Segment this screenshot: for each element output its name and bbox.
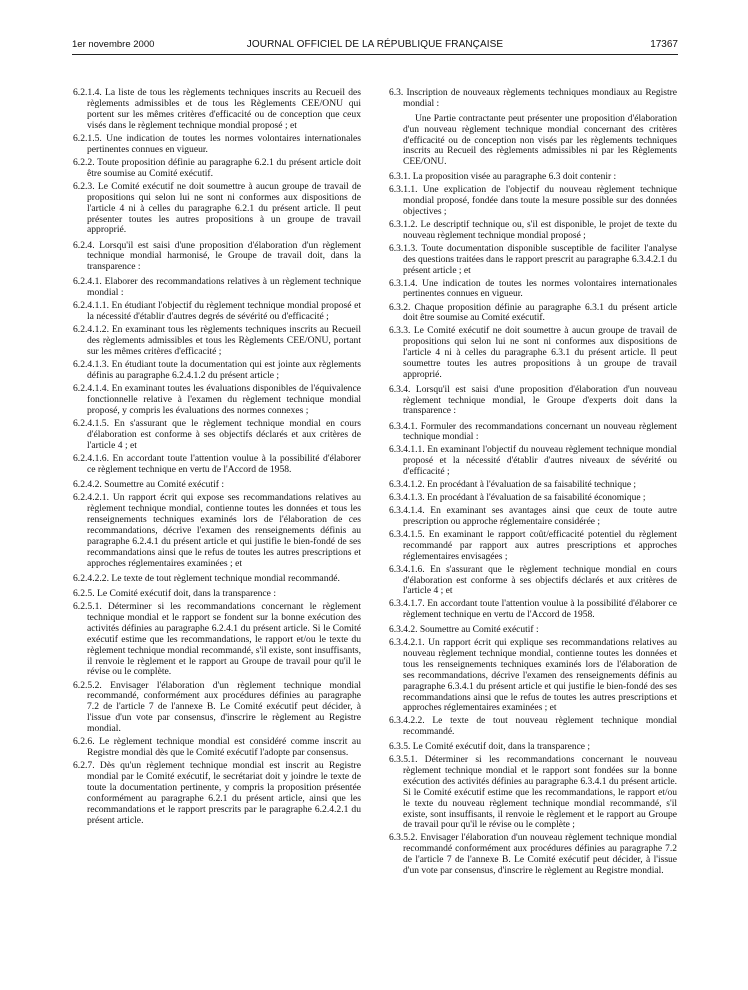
right-column	[389, 88, 677, 983]
paragraph-6-3-1-3: 6.3.1.3. Toute documentation disponible susceptible de faciliter l'analyse des questions traitées dans le rapport prescrit au paragraphe 6.3.4.2.1 du présent article ; et	[389, 243, 677, 276]
paragraph-6-2-4-1-2: 6.2.4.1.2. En examinant tous les règlements techniques inscrits au Recueil des règlements admissibles et tous les Règlements CEE/ONU, portant sur les mêmes critères d'efficacité ;	[73, 324, 361, 358]
paragraph-6-2-4-2-2: 6.2.4.2.2. Le texte de tout règlement technique mondial recommandé.	[73, 572, 340, 584]
paragraph-6-2-4-1-4: 6.2.4.1.4. En examinant toutes les évaluations disponibles de l'équivalence fonctionnelle relative à l'examen du règlement technique mondial proposé, y compris les évaluations des normes connexes ;	[73, 383, 361, 417]
paragraph-6-2-5: 6.2.5. Le Comité exécutif doit, dans la transparence :	[73, 587, 277, 599]
journal-title: JOURNAL OFFICIEL DE LA RÉPUBLIQUE FRANÇAISE	[246, 39, 504, 50]
paragraph-6-3-intro: Une Partie contractante peut présenter une proposition d'élaboration d'un nouveau règlement technique mondial concernant des critères d'efficacité ou de conception non visés par les règlements techniques inscrits au Recueil des règlements admissibles ni par les Règlements CEE/ONU.	[403, 113, 677, 168]
paragraph-6-3-5-1: 6.3.5.1. Déterminer si les recommandations concernant le nouveau règlement technique mondial et le rapport sont fondées sur la bonne exécution des activités définies au paragraphe 6.3.4.1 du présent article. Si le Comité exécutif estime que les recommandations, le rapport et/ou le texte du nouveau règlement technique mondial recommandé, s'il existe, sont insuffisants, il renvoie le règlement et le rapport au Groupe de travail pour qu'il le révise ou le complète ;	[389, 755, 677, 831]
paragraph-6-2-2: 6.2.2. Toute proposition définie au paragraphe 6.2.1 du présent article doit être soumise au Comité exécutif.	[73, 156, 361, 179]
paragraph-6-2-4-2-1: 6.2.4.2.1. Un rapport écrit qui expose ses recommandations relatives au règlement technique mondial, contienne toutes les données et tous les renseignements techniques examinés lors de l'élaboration de ces recommandations, décrive l'examen des renseignements définis au paragraphe 6.2.4.1 du présent article et qui justifie le bien-fondé de ses recommandations ainsi que le refus de toutes les autres prescriptions et approches réglementaires examinées ; et	[73, 492, 361, 569]
paragraph-6-3-4-1: 6.3.4.1. Formuler des recommandations concernant un nouveau règlement technique mondial :	[389, 421, 677, 443]
paragraph-6-2-4: 6.2.4. Lorsqu'il est saisi d'une proposition d'élaboration d'un règlement technique mondial harmonisé, le Groupe de travail doit, dans la transparence :	[73, 239, 361, 273]
paragraph-6-3-4-1-1: 6.3.4.1.1. En examinant l'objectif du nouveau règlement technique mondial proposé et la nécessité d'établir d'autres niveaux de sévérité ou d'efficacité ;	[389, 445, 677, 478]
paragraph-6-2-4-2: 6.2.4.2. Soumettre au Comité exécutif :	[73, 479, 225, 491]
paragraph-6-2-5-1: 6.2.5.1. Déterminer si les recommandations concernant le règlement technique mondial et le rapport se fondent sur la bonne exécution des activités définies au paragraphe 6.2.4.1 du présent article. Si le Comité exécutif estime que les recommandations, le rapport et/ou le texte du règlement technique mondial recommandé, s'il existe, sont insuffisants, il renvoie le règlement et le rapport au Groupe de travail pour qu'il le révise ou le complète.	[73, 600, 361, 678]
page-number: 17367	[650, 39, 678, 50]
issue-date: 1er novembre 2000	[72, 39, 155, 50]
page-header	[72, 38, 678, 52]
paragraph-6-3-1-2: 6.3.1.2. Le descriptif technique ou, s'il est disponible, le projet de texte du nouveau règlement technique mondial proposé ;	[389, 220, 677, 241]
paragraph-6-3-4-1-3: 6.3.4.1.3. En procédant à l'évaluation de sa faisabilité économique ;	[389, 493, 646, 504]
paragraph-6-2-4-1-6: 6.2.4.1.6. En accordant toute l'attention voulue à la possibilité d'élaborer ce règlement technique en vertu de l'Accord de 1958.	[73, 453, 361, 476]
paragraph-6-3-4-1-4: 6.3.4.1.4. En examinant ses avantages ainsi que ceux de toute autre prescription ou approche réglementaire considérée ;	[389, 506, 677, 527]
paragraph-6-3-4-2-1: 6.3.4.2.1. Un rapport écrit qui explique ses recommandations relatives au nouveau règlement technique mondial, contienne toutes les données et tous les renseignements techniques examinés lors de l'élaboration de ses recommandations, décrive l'examen des renseignements définis au paragraphe 6.3.4.1 du présent article et qui justifie le bien-fondé des ses recommandations ainsi que le refus de toutes les autres prescriptions et approches réglementaires examinées ; et	[389, 638, 677, 714]
paragraph-6-2-1-5: 6.2.1.5. Une indication de toutes les normes volontaires internationales pertinentes connues en vigueur.	[73, 132, 361, 155]
paragraph-6-2-4-1: 6.2.4.1. Elaborer des recommandations relatives à un règlement technique mondial :	[73, 276, 361, 299]
paragraph-6-2-6: 6.2.6. Le règlement technique mondial est considéré comme inscrit au Registre mondial dès que le Comité exécutif l'adopte par consensus.	[73, 736, 361, 759]
paragraph-6-2-7: 6.2.7. Dès qu'un règlement technique mondial est inscrit au Registre mondial par le Comité exécutif, le secrétariat doit y joindre le texte de toute la documentation pertinente, y compris la proposition présentée conformément au paragraphe 6.2.1 du présent article, ainsi que les recommandations et le rapport prescrits par le paragraphe 6.2.4.2.1 du présent article.	[73, 760, 361, 826]
paragraph-6-3-1-1: 6.3.1.1. Une explication de l'objectif du nouveau règlement technique mondial proposé, fondée dans toute la mesure possible sur des données objectives ;	[389, 185, 677, 217]
paragraph-6-3: 6.3. Inscription de nouveaux règlements techniques mondiaux au Registre mondial :	[389, 88, 677, 109]
paragraph-6-2-1-4: 6.2.1.4. La liste de tous les règlements techniques inscrits au Recueil des règlements admissibles et de tous les Règlements CEE/ONU qui portent sur les mêmes critères d'efficacité ou de conception que ceux visés dans le règlement technique mondial proposé ; et	[73, 88, 361, 131]
paragraph-6-3-4-1-6: 6.3.4.1.6. En s'assurant que le règlement technique mondial en cours d'élaboration est conforme à ses objectifs déclarés et aux critères de l'article 4 ; et	[389, 564, 677, 597]
paragraph-6-3-4-1-2: 6.3.4.1.2. En procédant à l'évaluation de sa faisabilité technique ;	[389, 480, 637, 491]
paragraph-6-3-3: 6.3.3. Le Comité exécutif ne doit soumettre à aucun groupe de travail de propositions qui selon lui ne sont ni conformes aux dispositions de l'article 4 ni à celles du paragraphe 6.3.1 du présent article. Il peut soumettre toutes les autres propositions à un groupe de travail approprié.	[389, 326, 677, 380]
paragraph-6-3-2: 6.3.2. Chaque proposition définie au paragraphe 6.3.1 du présent article doit être soumise au Comité exécutif.	[389, 302, 677, 324]
paragraph-6-2-4-1-1: 6.2.4.1.1. En étudiant l'objectif du règlement technique mondial proposé et la nécessité d'établir d'autres degrés de sévérité ou d'efficacité ;	[73, 300, 361, 323]
paragraph-6-3-4-2-2: 6.3.4.2.2. Le texte de tout nouveau règlement technique mondial recommandé.	[389, 716, 677, 738]
paragraph-6-2-4-1-5: 6.2.4.1.5. En s'assurant que le règlement technique mondial en cours d'élaboration est conforme à ses objectifs déclarés et aux critères de l'article 4 ; et	[73, 418, 361, 452]
paragraph-6-3-5: 6.3.5. Le Comité exécutif doit, dans la transparence ;	[389, 742, 591, 753]
left-column	[73, 88, 361, 983]
paragraph-6-3-4-1-7: 6.3.4.1.7. En accordant toute l'attention voulue à la possibilité d'élaborer ce règlement technique en vertu de l'Accord de 1958.	[389, 599, 677, 621]
paragraph-6-3-5-2: 6.3.5.2. Envisager l'élaboration d'un nouveau règlement technique mondial recommandé conformément aux procédures définies au paragraphe 7.2 de l'article 7 de l'annexe B. Le Comité exécutif peut décider, à l'issue d'un vote par consensus, d'inscrire le règlement au Registre mondial.	[389, 833, 677, 876]
paragraph-6-2-4-1-3: 6.2.4.1.3. En étudiant toute la documentation qui est jointe aux règlements définis au paragraphe 6.2.4.1.2 du présent article ;	[73, 359, 361, 382]
paragraph-6-2-5-2: 6.2.5.2. Envisager l'élaboration d'un règlement technique mondial recommandé, conformément aux procédures définies au paragraphe 7.2 de l'article 7 de l'annexe B. Le Comité exécutif peut décider, à l'issue d'un vote par consensus, d'inscrire le règlement au Registre mondial.	[73, 679, 361, 735]
paragraph-6-3-4: 6.3.4. Lorsqu'il est saisi d'une proposition d'élaboration d'un nouveau règlement technique mondial, le Groupe d'experts doit dans la transparence :	[389, 384, 677, 417]
paragraph-6-3-4-1-5: 6.3.4.1.5. En examinant le rapport coût/efficacité potentiel du règlement recommandé par rapport aux autres prescriptions et approches réglementaires envisagées ;	[389, 530, 677, 562]
header-rule	[72, 54, 678, 55]
paragraph-6-3-4-2: 6.3.4.2. Soumettre au Comité exécutif :	[389, 625, 539, 636]
paragraph-6-2-3: 6.2.3. Le Comité exécutif ne doit soumettre à aucun groupe de travail de propositions qui selon lui ne sont ni conformes aux dispositions de l'article 4 ni à celles du paragraphe 6.2.1 du présent article. Il peut présenter toutes les autres propositions à un groupe de travail approprié.	[73, 180, 361, 236]
paragraph-6-3-1: 6.3.1. La proposition visée au paragraphe 6.3 doit contenir :	[389, 172, 617, 183]
paragraph-6-3-1-4: 6.3.1.4. Une indication de toutes les normes volontaires internationales pertinentes connues en vigueur.	[389, 278, 677, 300]
